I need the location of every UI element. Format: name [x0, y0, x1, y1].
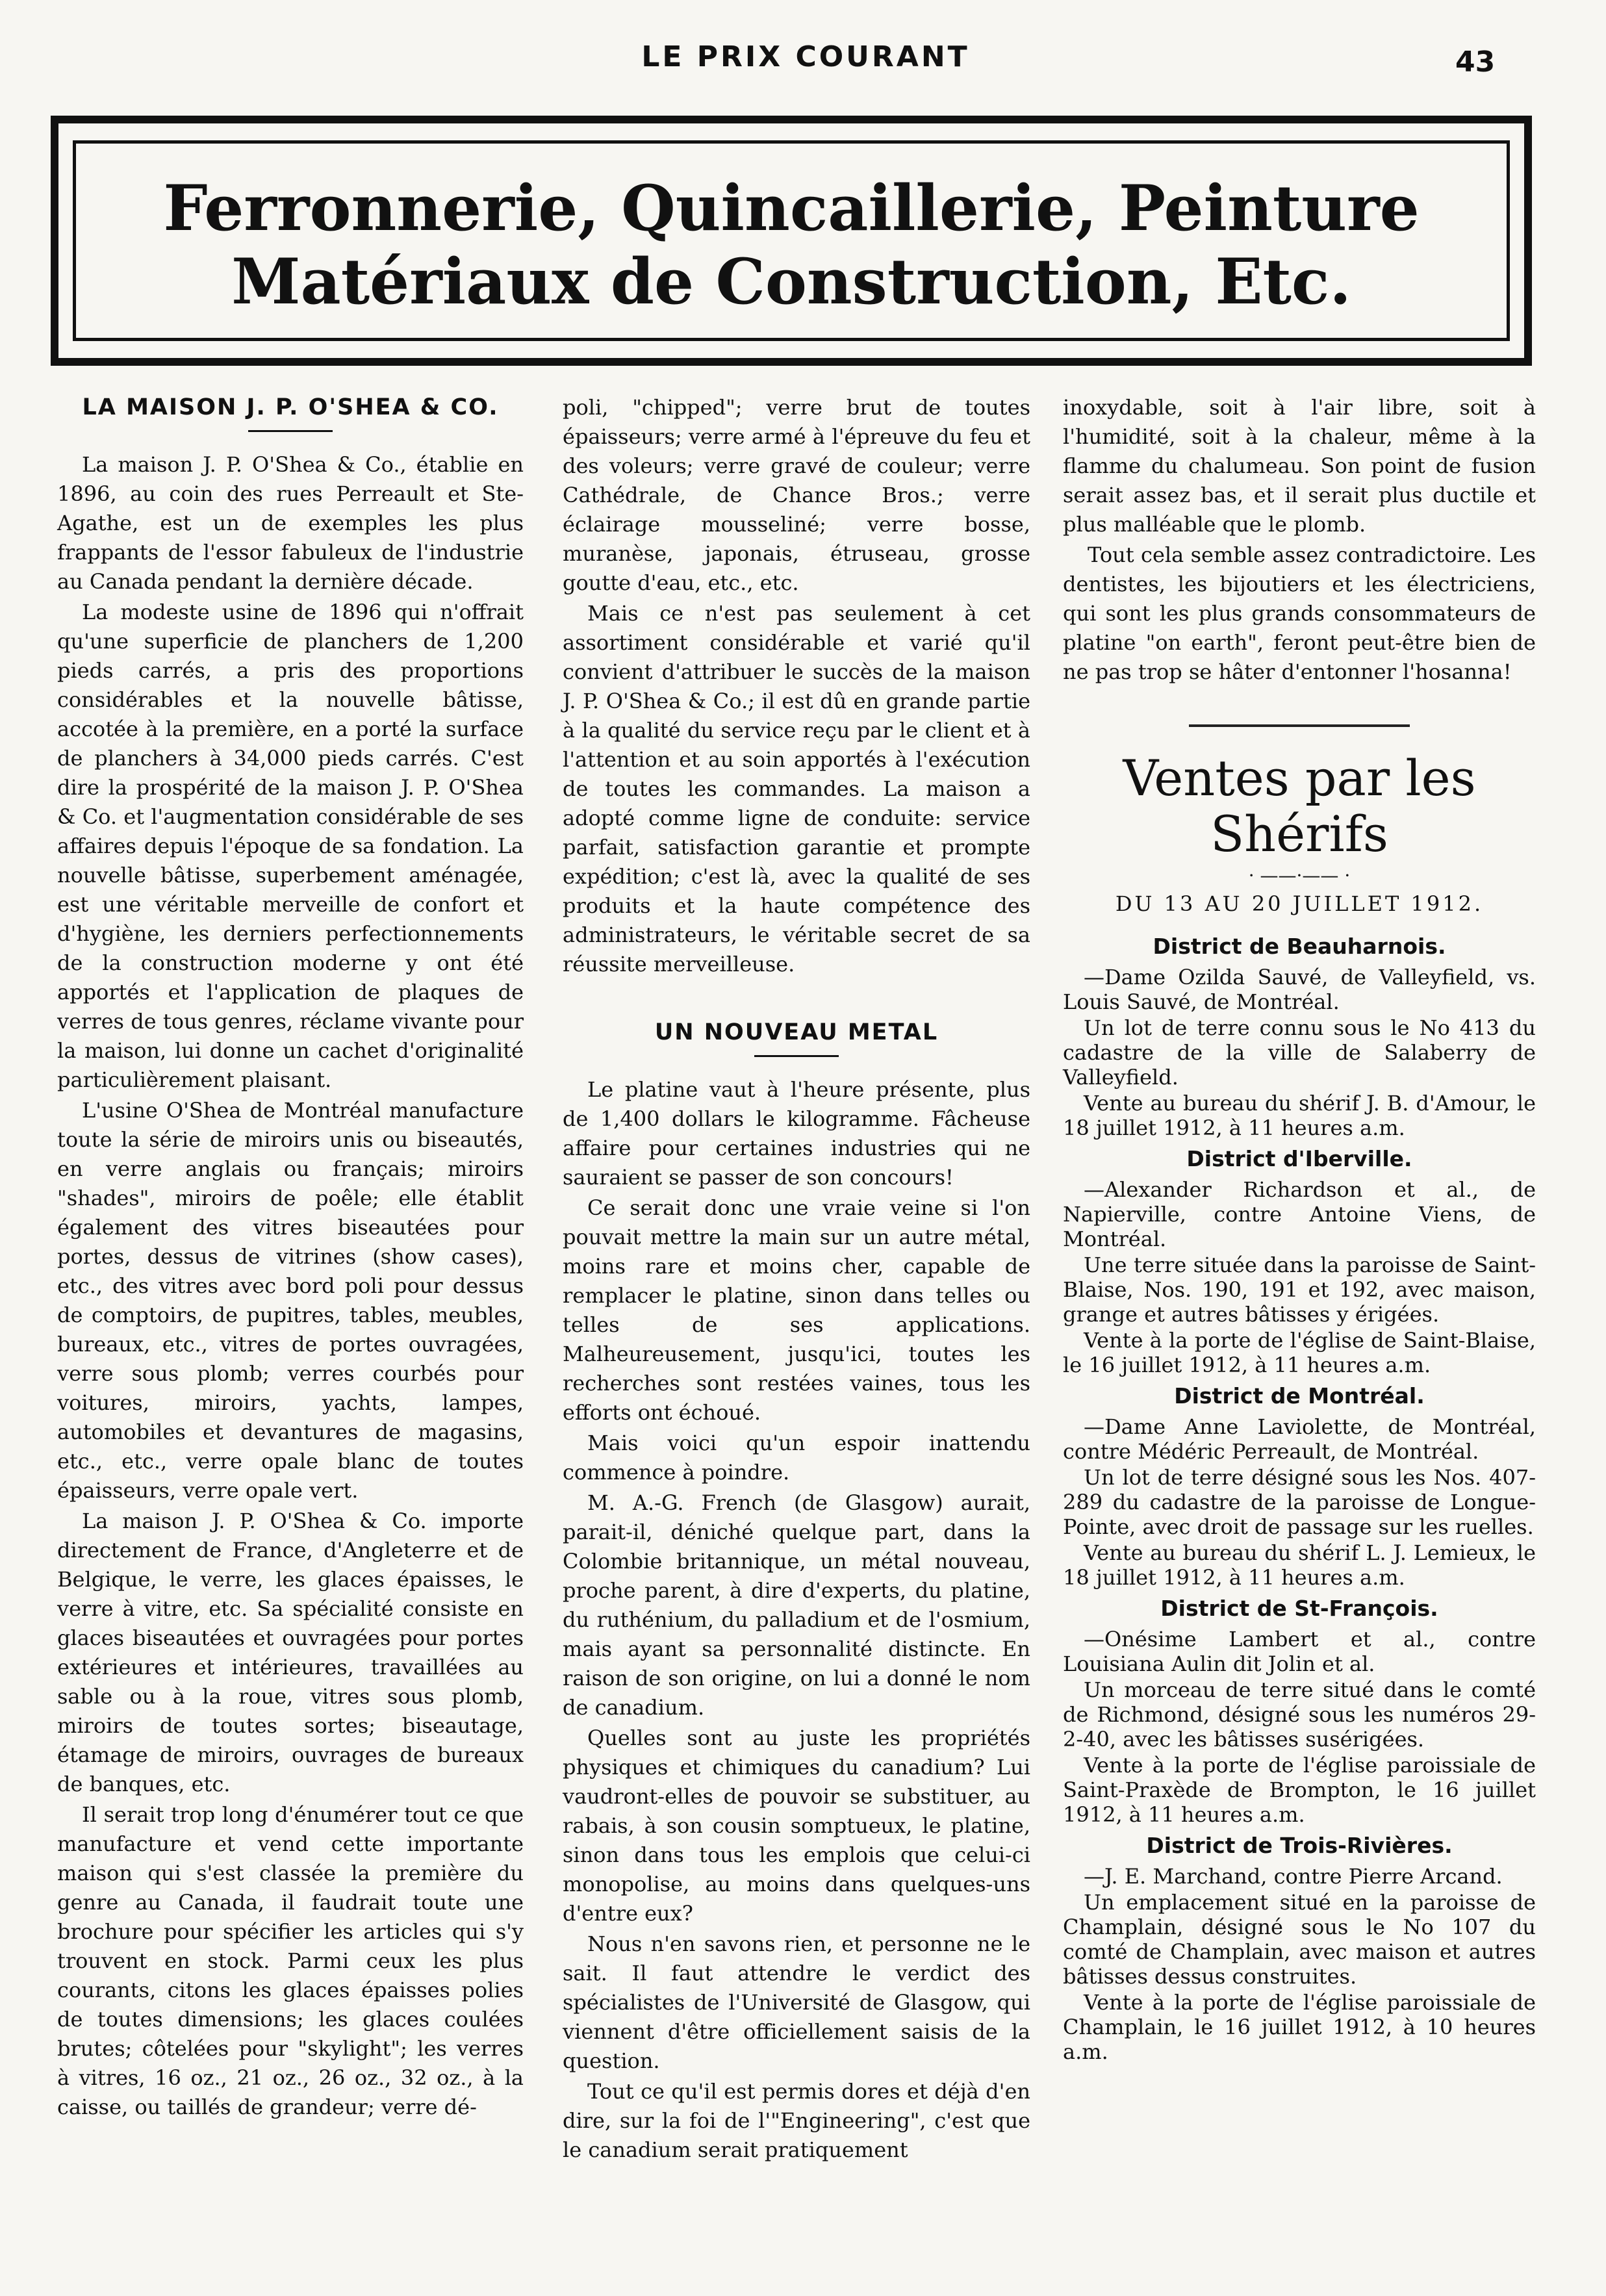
paragraph: Il serait trop long d'énumérer tout ce que manufacture et vend cette importante maison qui s'est classée la première du genre au Canada, il faudrait toute une brochure pour spécifier les articles qui s'y trouvent en stock. Parmi ceux les plus courants, citons les glaces épaisses polies de toutes dimensions; les glaces coulées brutes; côtelées pour "skylight"; les verres à vitres, 16 oz., 21 oz., 26 oz., 32 oz., à la caisse, ou taillés de grandeur; verre dé- — [57, 1802, 524, 2119]
column-3 — [1063, 393, 1536, 2064]
spacer — [563, 979, 1030, 1018]
paragraph: Ce serait donc une vraie veine si l'on pouvait mettre la main sur un autre métal, moins rare et moins cher, capable de remplacer le platine, sinon dans telles ou telles de ses applications. Malheureusement, jusqu'ici, toutes les recherches sont restées vaines, tous les efforts ont échoué. — [563, 1195, 1030, 1425]
sheriffs-title: Ventes par les Shérifs — [1123, 749, 1476, 863]
district-block — [1063, 1594, 1536, 1827]
sale-paragraph: Vente à la porte de l'église paroissiale de Saint-Praxède de Brompton, le 16 juillet 1912, à 11 heures a.m. — [1063, 1753, 1536, 1827]
sale-paragraph: —J. E. Marchand, contre Pierre Arcand. — [1084, 1864, 1503, 1889]
district-heading: District de Trois-Rivières. — [1146, 1833, 1453, 1858]
banner-title-line-2: Matériaux de Construction, Etc. — [231, 245, 1351, 318]
paragraph: La maison J. P. O'Shea & Co. importe directement de France, d'Angleterre et de Belgique, le verre, les glaces épaisses, le verre à vitre, etc. Sa spécialité consiste en glaces biseautées et ouvragées pour portes extérieures et intérieures, travaillées au sable ou à la roue, vitres sous plomb, miroirs de toutes sortes; biseautage, étamage de miroirs, ouvrages de bureaux de banques, etc. — [57, 1509, 524, 1796]
running-title: LE PRIX COURANT — [641, 40, 970, 73]
banner-inner-frame — [73, 140, 1510, 341]
sale-paragraph: Vente au bureau du shérif L. J. Lemieux, le 18 juillet 1912, à 11 heures a.m. — [1063, 1540, 1536, 1590]
section-banner — [51, 116, 1532, 366]
paragraph: Quelles sont au juste les propriétés physiques et chimiques du canadium? Lui vaudront-elles de pouvoir se substituer, au rabais, à son cousin somptueux, le platine, sinon dans tous les emplois que celui-ci monopolise, au moins dans quelques-uns d'entre eux? — [563, 1726, 1030, 1926]
title-rule — [248, 430, 333, 432]
ornament-divider: · ——·—— · — [1248, 865, 1351, 886]
paragraph: Nous n'en savons rien, et personne ne le sait. Il faut attendre le verdict des spécialistes de l'Université de Glasgow, qui viennent d'être officiellement saisis de la question. — [563, 1932, 1030, 2073]
district-heading: District de Beauharnois. — [1153, 934, 1446, 959]
paragraph: Mais ce n'est pas seulement à cet assortiment considérable et varié qu'il convient d'attribuer le succès de la maison J. P. O'Shea & Co.; il est dû en grande partie à la qualité du service reçu par le client et à l'attention et au soin apportés à l'exécution de toutes les commandes. La maison a adopté comme ligne de conduite: service parfait, satisfaction garantie et prompte expédition; c'est là, avec la qualité de ses produits et la haute compétence des administrateurs, le véritable secret de sa réussite merveilleuse. — [563, 601, 1030, 976]
sale-paragraph: Vente à la porte de l'église paroissiale de Champlain, le 16 juillet 1912, à 10 heures a.m. — [1063, 1990, 1536, 2064]
sale-paragraph: Vente à la porte de l'église de Saint-Blaise, le 16 juillet 1912, à 11 heures a.m. — [1063, 1328, 1536, 1377]
article-title-oshea: LA MAISON J. P. O'SHEA & CO. — [82, 394, 499, 420]
paragraph: La modeste usine de 1896 qui n'offrait qu'une superficie de planchers de 1,200 pieds carrés, a pris des proportions considérables et la nouvelle bâtisse, accotée à la première, en a porté la surface de planchers à 34,000 pieds carrés. C'est dire la prospérité de la maison J. P. O'Shea & Co. et l'augmentation considérable de ses affaires depuis l'époque de sa fondation. La nouvelle bâtisse, superbement aménagée, est une véritable merveille de confort et d'hygiène, les derniers perfectionnements de la construction moderne y ont été apportés et l'application de plaques de verres de tous genres, réclame vivante pour la maison, lui donne un cachet d'originalité particulièrement plaisant. — [57, 600, 524, 1092]
paragraph: Tout cela semble assez contradictoire. Les dentistes, les bijoutiers et les électriciens, qui sont les plus grands consommateurs de platine "on earth", feront peut-être bien de ne pas trop se hâter d'entonner l'hosanna! — [1063, 542, 1536, 684]
paragraph: M. A.-G. French (de Glasgow) aurait, parait-il, déniché quelque part, dans la Colombie britannique, un métal nouveau, proche parent, à dire d'experts, du platine, du ruthénium, du palladium et de l'osmium, mais ayant sa personnalité distincte. En raison de son origine, on lui a donné le nom de canadium. — [563, 1490, 1030, 1720]
sale-paragraph: Un lot de terre désigné sous les Nos. 407-289 du cadastre de la paroisse de Longue-Pointe, avec droit de passage sur les ruelles. — [1063, 1465, 1536, 1539]
paragraph: inoxydable, soit à l'air libre, soit à l'humidité, soit à la chaleur, même à la flamme du chalumeau. Son point de fusion serait assez bas, et il serait plus ductile et plus malléable que le plomb. — [1063, 395, 1536, 537]
sale-paragraph: Un emplacement situé en la paroisse de Champlain, désigné sous le No 107 du comté de Champlain, avec maison et autres bâtisses dessus construites. — [1063, 1890, 1536, 1989]
page-number: 43 — [1455, 45, 1496, 79]
sale-paragraph: Une terre située dans la paroisse de Saint-Blaise, Nos. 190, 191 et 192, avec maison, grange et autres bâtisses y érigées. — [1063, 1253, 1536, 1327]
paragraph: Tout ce qu'il est permis dores et déjà d'en dire, sur la foi de l'"Engineering", c'est que le canadium serait pratiquement — [563, 2079, 1030, 2162]
title-rule — [754, 1055, 839, 1057]
district-heading: District de Montréal. — [1174, 1383, 1425, 1409]
sale-paragraph: Un morceau de terre situé dans le comté de Richmond, désigné sous les numéros 29-2-40, avec les bâtisses susérigées. — [1063, 1677, 1536, 1752]
page-header — [0, 40, 1606, 79]
sale-paragraph: Vente au bureau du shérif J. B. d'Amour, le 18 juillet 1912, à 11 heures a.m. — [1063, 1091, 1536, 1140]
paragraph: poli, "chipped"; verre brut de toutes épaisseurs; verre armé à l'épreuve du feu et des voleurs; verre gravé de couleur; verre Cathédrale, de Chance Bros.; verre éclairage mousseliné; verre bosse, muranèse, japonais, étruseau, grosse goutte d'eau, etc., etc. — [563, 395, 1030, 595]
sheriffs-dates: DU 13 AU 20 JUILLET 1912. — [1115, 891, 1484, 916]
column-2 — [563, 393, 1030, 2165]
paragraph: Mais voici qu'un espoir inattendu commence à poindre. — [563, 1431, 1030, 1485]
district-block — [1063, 1381, 1536, 1590]
sale-paragraph: —Alexander Richardson et al., de Napierville, contre Antoine Viens, de Montréal. — [1063, 1177, 1536, 1251]
sale-paragraph: —Onésime Lambert et al., contre Louisiana Aulin dit Jolin et al. — [1063, 1627, 1536, 1676]
district-block — [1063, 932, 1536, 1140]
article-title-nouveau-metal: UN NOUVEAU METAL — [654, 1019, 939, 1045]
section-separator — [1189, 724, 1410, 727]
paragraph: L'usine O'Shea de Montréal manufacture toute la série de miroirs unis ou biseautés, en verre anglais ou français; miroirs "shades", miroirs de poêle; elle établit également des vitres biseautées pour portes, dessus de vitrines (show cases), etc., des vitres avec bord poli pour dessus de comptoirs, de pupitres, tables, meubles, bureaux, etc., vitres de portes ouvragées, verre sous plomb; verres courbés pour voitures, miroirs, yachts, lampes, automobiles et devantures de magasins, etc., etc., verre opale blanc de toutes épaisseurs, verre opale vert. — [57, 1098, 524, 1503]
district-heading: District de St-François. — [1160, 1596, 1438, 1621]
banner-title-line-1: Ferronnerie, Quincaillerie, Peinture — [163, 172, 1420, 245]
paragraph: Le platine vaut à l'heure présente, plus de 1,400 dollars le kilogramme. Fâcheuse affaire pour certaines industries qui ne sauraient se passer de son concours! — [563, 1077, 1030, 1190]
paragraph: La maison J. P. O'Shea & Co., établie en 1896, au coin des rues Perreault et Ste-Agathe, est un de exemples les plus frappants de l'essor fabuleux de l'industrie au Canada pendant la dernière décade. — [57, 452, 524, 594]
district-heading: District d'Iberville. — [1186, 1146, 1412, 1171]
sale-paragraph: —Dame Ozilda Sauvé, de Valleyfield, vs. Louis Sauvé, de Montréal. — [1063, 965, 1536, 1014]
sale-paragraph: —Dame Anne Laviolette, de Montréal, contre Médéric Perreault, de Montréal. — [1063, 1414, 1536, 1464]
district-block — [1063, 1831, 1536, 2064]
sale-paragraph: Un lot de terre connu sous le No 413 du cadastre de la ville de Salaberry de Valleyfield. — [1063, 1015, 1536, 1090]
district-block — [1063, 1144, 1536, 1377]
column-1 — [57, 393, 524, 2122]
